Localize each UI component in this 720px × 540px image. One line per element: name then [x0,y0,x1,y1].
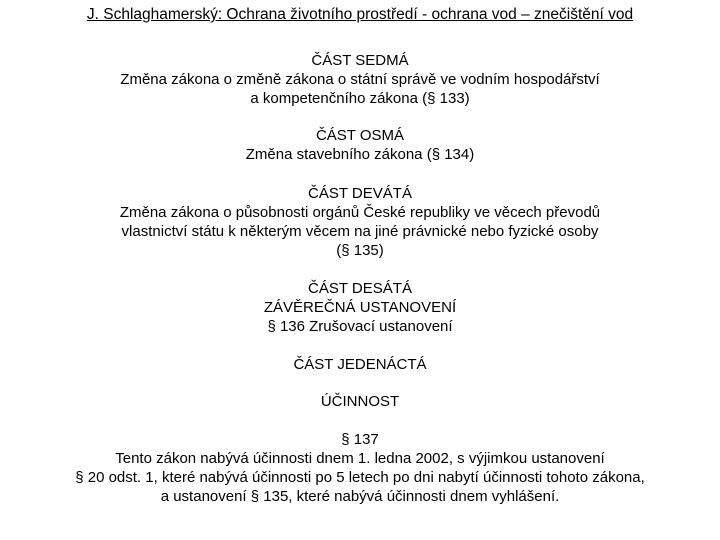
section-part-eleven [0,355,720,374]
section-part-ten [0,279,720,336]
section-heading: ČÁST DEVÁTÁ [308,185,412,202]
section-heading: § 137 [341,431,379,448]
section-text-line: Změna zákona o působnosti orgánů České republiky ve věcech převodů [119,204,601,221]
section-text-line: a kompetenčního zákona (§ 133) [250,90,470,107]
section-part-seven [0,51,720,108]
section-heading: ČÁST OSMÁ [315,127,405,144]
page-title: J. Schlaghamerský: Ochrana životního prostředí - ochrana vod – znečištění vod [86,6,634,23]
section-text-line: ZÁVĚREČNÁ USTANOVENÍ [263,299,457,316]
section-text-line: a ustanovení § 135, které nabývá účinnosti dnem vyhlášení. [160,488,560,505]
section-text-line: Tento zákon nabývá účinnosti dnem 1. ledna 2002, s výjimkou ustanovení [115,450,605,467]
section-paragraph-137 [0,430,720,506]
section-text-line: vlastnictví státu k některým věcem na jiné právnické nebo fyzické osoby [121,223,599,240]
section-heading: ČÁST SEDMÁ [311,52,409,69]
section-text-line: § 136 Zrušovací ustanovení [267,318,453,335]
section-heading: ČÁST JEDENÁCTÁ [293,356,427,373]
section-heading: ČÁST DESÁTÁ [308,280,412,297]
document-body [0,51,720,506]
section-heading: ÚČINNOST [320,393,400,410]
section-part-nine [0,184,720,260]
section-text-line: (§ 135) [336,242,384,259]
section-text-line: Změna stavebního zákona (§ 134) [245,146,475,163]
section-text-line: § 20 odst. 1, které nabývá účinnosti po 5 letech po dni nabytí účinnosti tohoto zákona, [75,469,645,486]
section-part-eight [0,126,720,164]
section-effect [0,392,720,411]
section-text-line: Změna zákona o změně zákona o státní správě ve vodním hospodářství [120,71,600,88]
